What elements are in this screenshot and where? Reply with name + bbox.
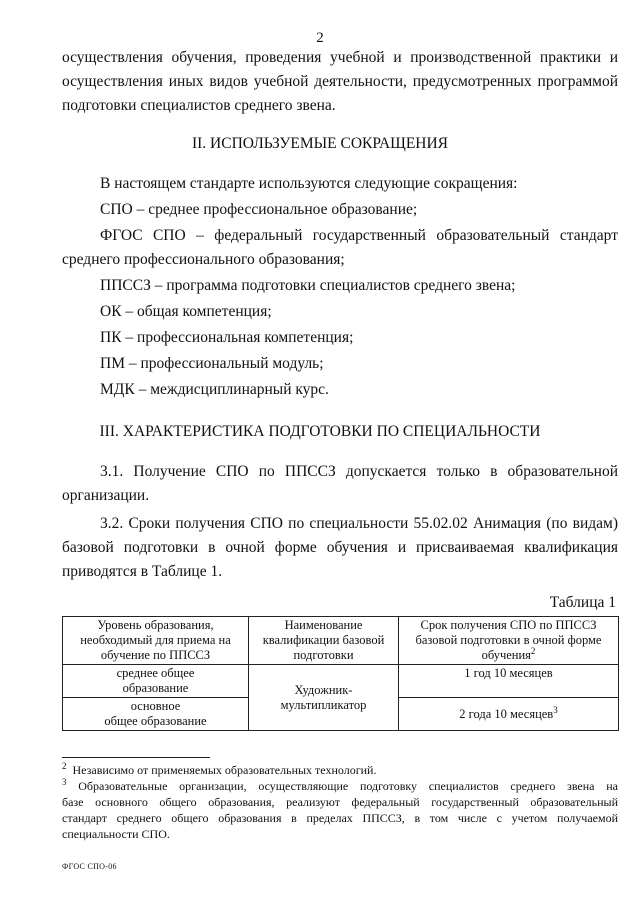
abbreviations-intro: В настоящем стандарте используются следующие сокращения: — [100, 175, 518, 192]
table-caption: Таблица 1 — [549, 594, 616, 611]
abbr-fgos-line-2: среднего профессионального образования; — [62, 251, 345, 268]
footnote-3-line-2: базе основного общего образования, реализуют федеральный государственный образовательный — [62, 795, 618, 809]
paragraph-3-2-line-2: базовой подготовки в очной форме обучения и присваиваемая квалификация — [62, 539, 618, 556]
intro-line-1: осуществления обучения, проведения учебной и производственной практики и — [62, 49, 618, 66]
section-2-heading: II. ИСПОЛЬЗУЕМЫЕ СОКРАЩЕНИЯ — [191, 135, 449, 152]
footnote-3-mark: 3 — [62, 777, 67, 787]
header-qualification: Наименование квалификации базовой подготовки — [249, 617, 399, 665]
qualification-cell: Художник- мультипликатор — [249, 665, 399, 731]
abbr-mdk: МДК – междисциплинарный курс. — [100, 381, 329, 398]
duration-cell: 2 года 10 месяцев$^3$ — [399, 698, 619, 731]
abbr-pk: ПК – профессиональная компетенция; — [100, 329, 354, 346]
intro-paragraph — [62, 46, 618, 118]
header-duration: Срок получения СПО по ППССЗ базовой подготовки в очной форме обучения$^2$ — [399, 617, 619, 665]
footnote-3-line-3: стандарт среднего общего образования в пределах ППССЗ, в том числе с учетом получаемой — [62, 811, 618, 825]
paragraph-3-2-line-3: приводятся в Таблице 1. — [62, 563, 223, 580]
paragraph-3-2-line-1: 3.2. Сроки получения СПО по специальности 55.02.02 Анимация (по видам) — [100, 515, 618, 532]
abbr-spo: СПО – среднее профессиональное образование; — [100, 201, 418, 218]
abbr-ppssz: ППССЗ – программа подготовки специалистов среднего звена; — [100, 277, 516, 294]
duration-cell: 1 год 10 месяцев — [399, 665, 619, 698]
footnote-ref-2: 2 — [530, 645, 536, 656]
abbr-pm: ПМ – профессиональный модуль; — [100, 355, 324, 372]
education-level-cell: основное общее образование — [63, 698, 249, 731]
paragraph-3-1 — [62, 460, 618, 508]
footnote-divider — [62, 757, 210, 758]
table-row — [63, 665, 619, 698]
document-footer-code: ФГОС СПО-06 — [62, 862, 117, 871]
intro-line-2: осуществления иных видов учебной деятельности, предусмотренных программой — [62, 73, 618, 90]
footnote-2-mark: 2 — [62, 761, 67, 771]
page-number: 2 — [316, 30, 324, 46]
paragraph-3-1-line-2: организации. — [62, 487, 150, 504]
header-education-level: Уровень образования, необходимый для приема на обучение по ППССЗ — [63, 617, 249, 665]
abbr-fgos — [62, 224, 618, 272]
footnote-ref-3: 3 — [553, 704, 558, 715]
abbr-ok: ОК – общая компетенция; — [100, 303, 272, 320]
footnote-3-line-1: $^3$ Образовательные организации, осуществляющие подготовку специалистов среднего звена на — [62, 777, 619, 793]
table-header-row — [63, 617, 619, 665]
footnote-3 — [62, 778, 618, 842]
section-3-heading: III. ХАРАКТЕРИСТИКА ПОДГОТОВКИ ПО СПЕЦИАЛЬНОСТИ — [99, 423, 541, 440]
abbr-fgos-line-1: ФГОС СПО – федеральный государственный образовательный стандарт — [100, 227, 618, 244]
paragraph-3-2 — [62, 512, 618, 584]
qualification-table — [62, 616, 619, 731]
paragraph-3-1-line-1: 3.1. Получение СПО по ППССЗ допускается только в образовательной — [100, 463, 618, 480]
intro-line-3: подготовки специалистов среднего звена. — [62, 97, 336, 114]
education-level-cell: среднее общее образование — [63, 665, 249, 698]
footnote-2-line: $^2$ Независимо от применяемых образовательных технологий. — [62, 761, 377, 777]
footnote-3-line-4: специальности СПО. — [62, 827, 170, 841]
footnote-2 — [62, 762, 618, 778]
